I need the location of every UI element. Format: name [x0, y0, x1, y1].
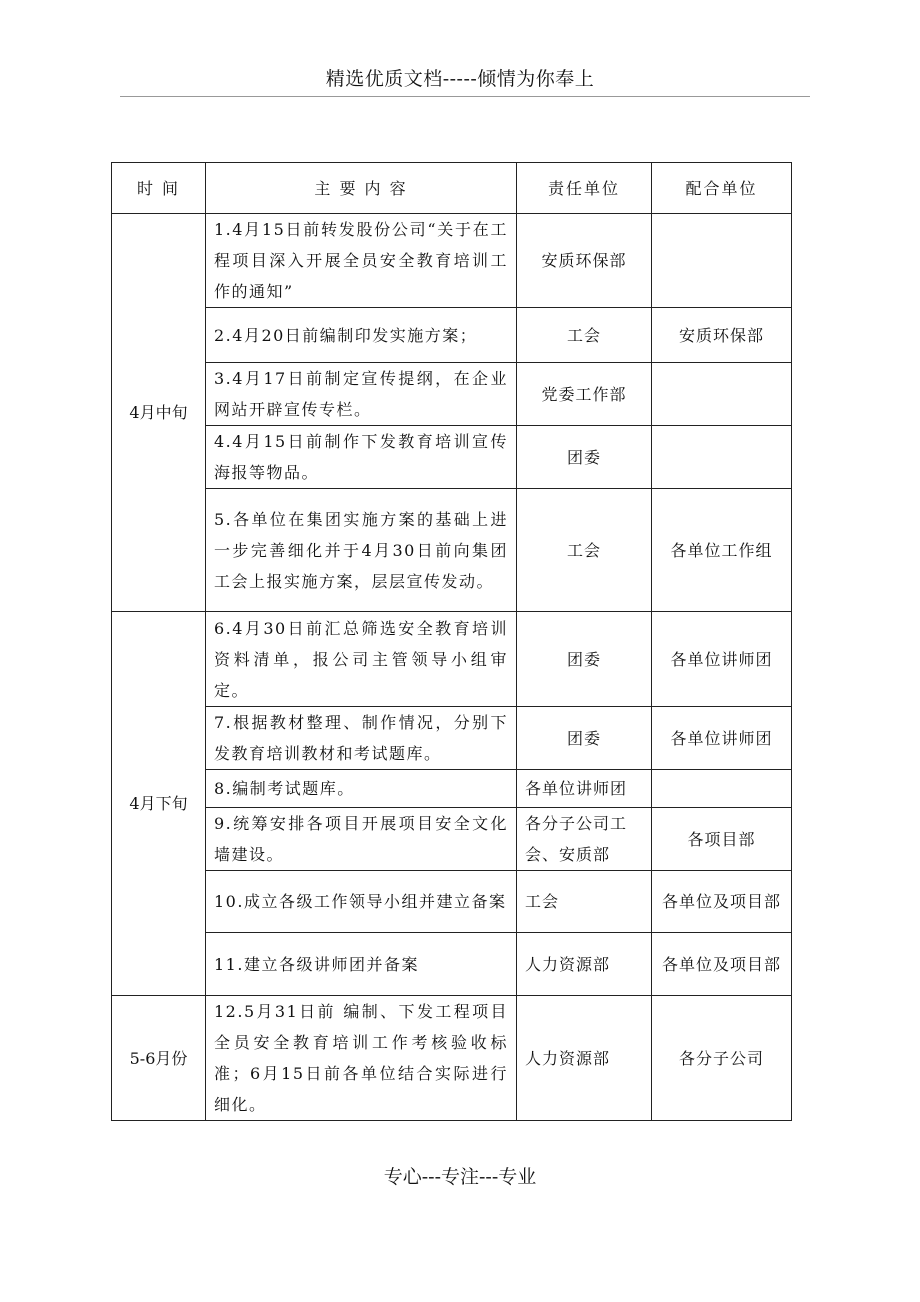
- responsible-cell: 团委: [517, 612, 652, 707]
- table-row: [112, 707, 792, 770]
- table-row: [112, 770, 792, 808]
- cooperating-cell: [652, 214, 792, 308]
- content-cell: 5.各单位在集团实施方案的基础上进一步完善细化并于4月30日前向集团工会上报实施方案，层层宣传发动。: [206, 489, 517, 612]
- content-cell: 9.统筹安排各项目开展项目安全文化墙建设。: [206, 808, 517, 871]
- period-cell: 4月下旬: [112, 612, 206, 996]
- cooperating-cell: [652, 426, 792, 489]
- header-rule: [120, 96, 810, 97]
- cooperating-cell: 各分子公司: [652, 996, 792, 1121]
- table-row: [112, 363, 792, 426]
- content-cell: 4.4月15日前制作下发教育培训宣传海报等物品。: [206, 426, 517, 489]
- cooperating-cell: 各单位讲师团: [652, 707, 792, 770]
- work-plan-table: [111, 162, 792, 1121]
- cooperating-cell: [652, 363, 792, 426]
- column-header-responsible: 责任单位: [517, 163, 652, 214]
- content-cell: 2.4月20日前编制印发实施方案；: [206, 308, 517, 363]
- responsible-cell: 团委: [517, 707, 652, 770]
- responsible-cell: 人力资源部: [517, 933, 652, 996]
- responsible-cell: 各单位讲师团: [517, 770, 652, 808]
- responsible-cell: 人力资源部: [517, 996, 652, 1121]
- cooperating-cell: 各项目部: [652, 808, 792, 871]
- table-row: [112, 933, 792, 996]
- column-header-cooperating: 配合单位: [652, 163, 792, 214]
- table-row: [112, 308, 792, 363]
- cooperating-cell: 各单位及项目部: [652, 933, 792, 996]
- period-cell: 4月中旬: [112, 214, 206, 612]
- content-cell: 3.4月17日前制定宣传提纲，在企业网站开辟宣传专栏。: [206, 363, 517, 426]
- content-cell: 8.编制考试题库。: [206, 770, 517, 808]
- table-row: [112, 808, 792, 871]
- table-row: [112, 612, 792, 707]
- content-cell: 11.建立各级讲师团并备案: [206, 933, 517, 996]
- page-footer: 专心---专注---专业: [383, 1166, 537, 1188]
- table-row: [112, 871, 792, 933]
- period-cell: 5-6月份: [112, 996, 206, 1121]
- table-row: [112, 426, 792, 489]
- responsible-cell: 工会: [517, 871, 652, 933]
- content-cell: 7.根据教材整理、制作情况，分别下发教育培训教材和考试题库。: [206, 707, 517, 770]
- responsible-cell: 安质环保部: [517, 214, 652, 308]
- page-header: 精选优质文档-----倾情为你奉上: [325, 68, 595, 90]
- table-row: [112, 489, 792, 612]
- table-row: [112, 214, 792, 308]
- cooperating-cell: 各单位讲师团: [652, 612, 792, 707]
- cooperating-cell: 各单位及项目部: [652, 871, 792, 933]
- column-header-time: 时 间: [112, 163, 206, 214]
- responsible-cell: 团委: [517, 426, 652, 489]
- content-cell: 6.4月30日前汇总筛选安全教育培训资料清单，报公司主管领导小组审定。: [206, 612, 517, 707]
- table-header-row: [112, 163, 792, 214]
- table-row: [112, 996, 792, 1121]
- content-cell: 10.成立各级工作领导小组并建立备案: [206, 871, 517, 933]
- content-cell: 12.5月31日前 编制、下发工程项目全员安全教育培训工作考核验收标准；6月15日前各单位结合实际进行细化。: [206, 996, 517, 1121]
- responsible-cell: 工会: [517, 489, 652, 612]
- cooperating-cell: [652, 770, 792, 808]
- responsible-cell: 工会: [517, 308, 652, 363]
- content-cell: 1.4月15日前转发股份公司“关于在工程项目深入开展全员安全教育培训工作的通知”: [206, 214, 517, 308]
- cooperating-cell: 各单位工作组: [652, 489, 792, 612]
- responsible-cell: 各分子公司工会、安质部: [517, 808, 652, 871]
- column-header-content: 主 要 内 容: [206, 163, 517, 214]
- cooperating-cell: 安质环保部: [652, 308, 792, 363]
- responsible-cell: 党委工作部: [517, 363, 652, 426]
